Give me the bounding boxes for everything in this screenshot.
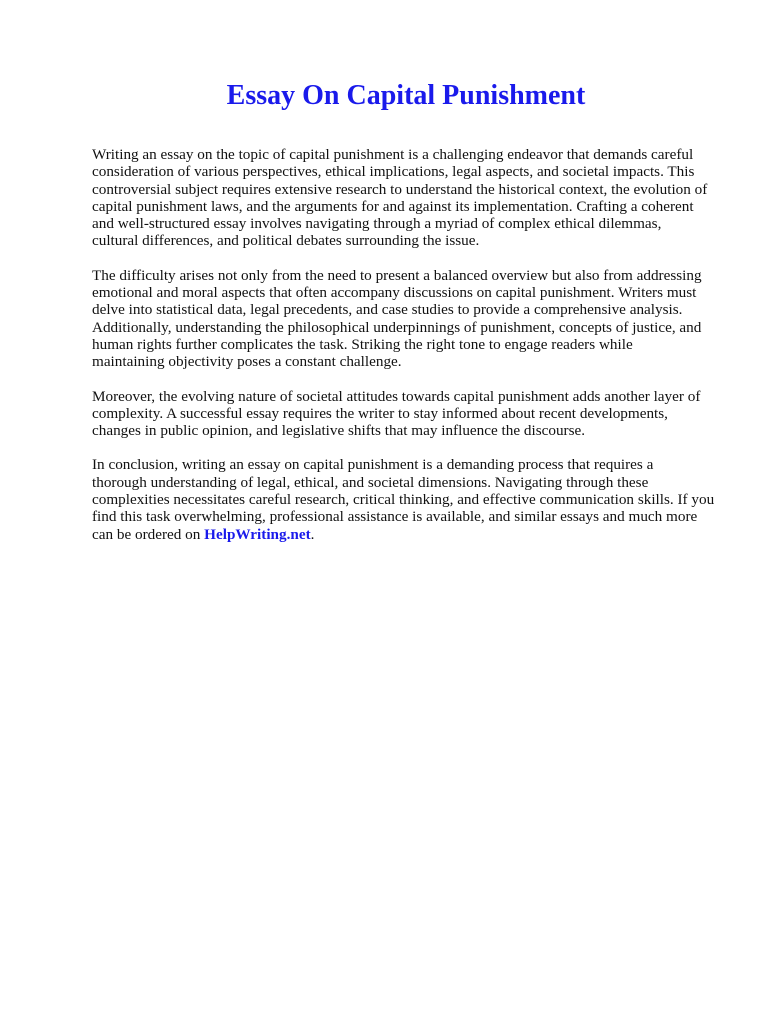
paragraph-3: Moreover, the evolving nature of societal attitudes towards capital punishment adds another layer of complexity. A successful essay requires the writer to stay informed about recent developments, changes in public opinion, and legislative shifts that may influence the discourse. bbox=[92, 387, 701, 440]
helpwriting-link[interactable]: HelpWriting.net bbox=[204, 525, 311, 543]
conclusion-text: In conclusion, writing an essay on capital punishment is a demanding process that requires a thorough understanding of legal, ethical, and societal dimensions. Navigating through these complexities necessitates careful research, critical thinking, and effective communication skills. If you find this task overwhelming, professional assistance is available, and similar essays and much more can be ordered on bbox=[92, 456, 715, 543]
document-body bbox=[92, 146, 732, 560]
paragraph-2: The difficulty arises not only from the need to present a balanced overview but also from addressing emotional and moral aspects that often accompany discussions on capital punishment. Writers must delve into statistical data, legal precedents, and case studies to provide a comprehensive analysis. Additionally, understanding the philosophical underpinnings of punishment, concepts of justice, and human rights further complicates the task. Striking the right tone to engage readers while maintaining objectivity poses a constant challenge. bbox=[92, 266, 702, 371]
document-title: Essay On Capital Punishment bbox=[226, 80, 586, 111]
conclusion-trailing: . bbox=[310, 525, 315, 543]
paragraph-conclusion bbox=[92, 456, 732, 542]
paragraph-1: Writing an essay on the topic of capital punishment is a challenging endeavor that demands careful consideration of various perspectives, ethical implications, legal aspects, and societal impacts. This controversial subject requires extensive research to understand the historical context, the evolution of capital punishment laws, and the arguments for and against its implementation. Crafting a coherent and well-structured essay involves navigating through a myriad of complex ethical dilemmas, cultural differences, and political debates surrounding the issue. bbox=[92, 146, 708, 250]
